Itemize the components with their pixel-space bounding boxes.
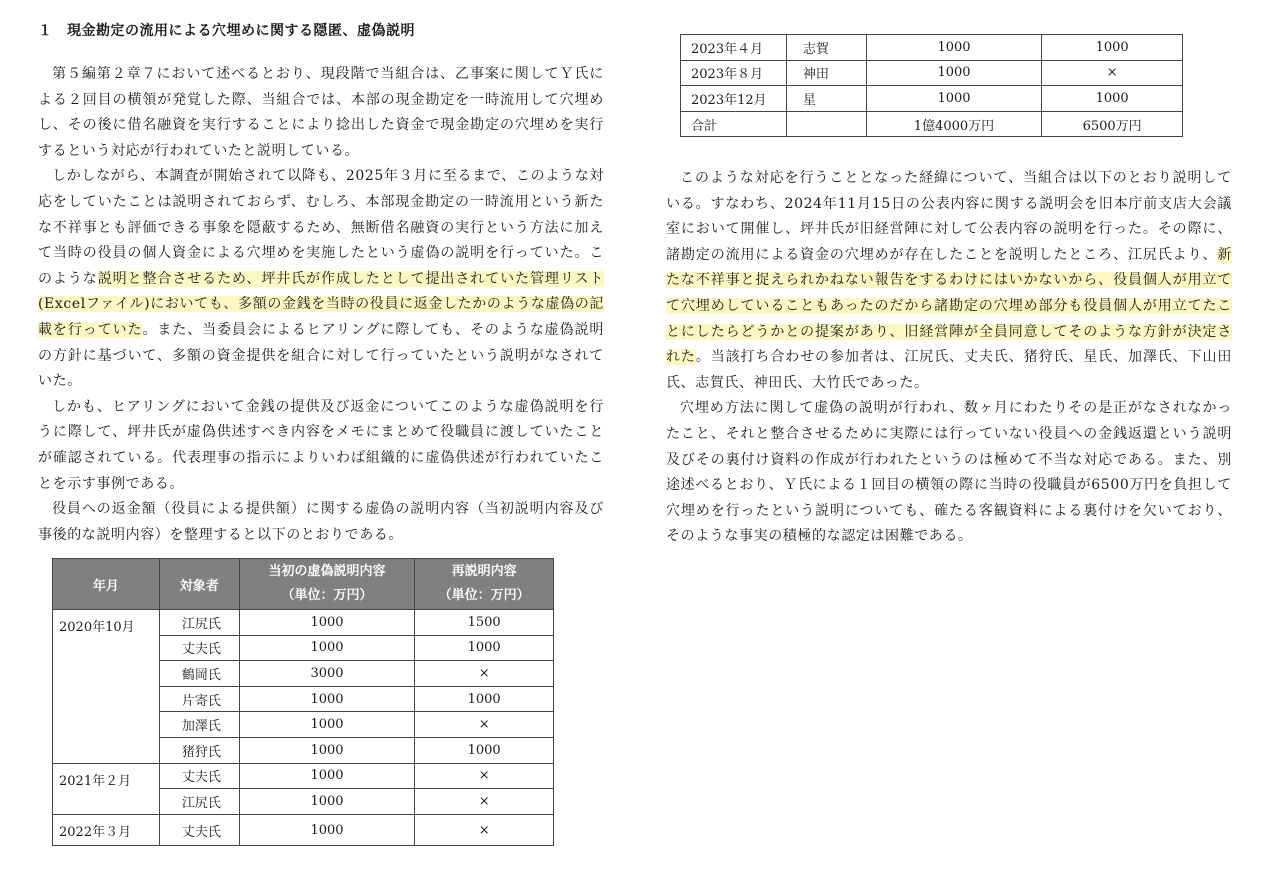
cell-total-label: 合計 [681, 111, 787, 137]
refund-table [52, 558, 554, 846]
cell-initial: 1000 [239, 789, 415, 815]
header-target: 対象者 [159, 559, 239, 610]
cell-initial: 1000 [866, 60, 1042, 86]
cell-initial: 1000 [239, 814, 415, 846]
left-body [38, 62, 604, 548]
cell-re: 1000 [1042, 35, 1183, 61]
cell-re: 1000 [415, 635, 554, 661]
header-re: 再説明内容 （単位：万円） [415, 559, 554, 610]
cell-total-empty [786, 111, 866, 137]
cell-initial: 3000 [239, 661, 415, 687]
table-row [53, 763, 554, 789]
paragraph-text: このような対応を行うこととなった経緯について、当組合は以下のとおり説明している。すなわち、2024年11月15日の公表内容に関する説明会を旧本庁前支店大会議室において開催し、坪井氏が旧経営陣に対して公表内容の説明を行った。その際に、諸勘定の流用による資金の穴埋めが存在したことを説明したところ、江尻氏より、 [666, 170, 1232, 263]
cell-initial: 1000 [239, 763, 415, 789]
cell-year-month: 2021年２月 [53, 763, 160, 814]
cell-initial: 1000 [239, 635, 415, 661]
cell-target: 丈夫氏 [159, 814, 239, 846]
cell-target: 志賀 [786, 35, 866, 61]
cell-target: 江尻氏 [159, 789, 239, 815]
cell-total-re: 6500万円 [1042, 111, 1183, 137]
total-row [681, 111, 1183, 137]
cell-target: 星 [786, 86, 866, 112]
cell-re: 1000 [415, 737, 554, 763]
refund-table-body [53, 610, 554, 846]
cell-re: × [415, 789, 554, 815]
cell-re: × [415, 712, 554, 738]
highlighted-text: 説明と整合させるため、坪井氏が作成したとして提出されていた管理リスト(Excelファイル)においても、多額の金銭を当時の役員に返金したかのような虚偽の記載を行っていた [38, 270, 604, 338]
table-header-row [53, 559, 554, 610]
cell-year-month: 2020年10月 [53, 610, 160, 764]
table-row [53, 814, 554, 846]
cell-initial: 1000 [239, 712, 415, 738]
refund-table-continued-body [681, 35, 1183, 137]
cell-re: 1500 [415, 610, 554, 636]
refund-table-continued [680, 34, 1183, 137]
paragraph-text: 役員への返金額（役員による提供額）に関する虚偽の説明内容（当初説明内容及び事後的な説明内容）を整理すると以下のとおりである。 [38, 501, 604, 543]
table-row [53, 610, 554, 636]
paragraph [38, 497, 604, 548]
cell-target: 江尻氏 [159, 610, 239, 636]
cell-initial: 1000 [239, 610, 415, 636]
cell-initial: 1000 [866, 86, 1042, 112]
cell-year-month: 2023年４月 [681, 35, 787, 61]
table-row [681, 86, 1183, 112]
cell-re: × [415, 814, 554, 846]
cell-total-initial: 1億4000万円 [866, 111, 1042, 137]
cell-initial: 1000 [866, 35, 1042, 61]
cell-target: 丈夫氏 [159, 763, 239, 789]
paragraph-text: 。また、当委員会によるヒアリングに際しても、そのような虚偽説明の方針に基づいて、多額の資金提供を組合に対して行っていたという説明がなされていた。 [38, 321, 604, 390]
paragraph [666, 396, 1232, 550]
cell-target: 丈夫氏 [159, 635, 239, 661]
cell-target: 鶴岡氏 [159, 661, 239, 687]
paragraph-text: 穴埋め方法に関して虚偽の説明が行われ、数ヶ月にわたりその是正がなされなかったこと、それと整合させるために実際には行っていない役員への金銭返還という説明及びその裏付け資料の作成が行われたというのは極めて不当な対応である。また、別途述べるとおり、Ｙ氏による１回目の横領の際に当時の役職員が6500万円を負担して穴埋めを行ったという説明についても、確たる客観資料による裏付けを欠いており、そのような事実の積極的な認定は困難である。 [666, 400, 1232, 545]
paragraph [38, 62, 604, 164]
cell-initial: 1000 [239, 737, 415, 763]
section-heading: １ 現金勘定の流用による穴埋めに関する隠匿、虚偽説明 [38, 23, 415, 39]
highlighted-text: 新たな不祥事と捉えられかねない報告をするわけにはいかないから、役員個人が用立てて穴埋めしていることもあったのだから諸勘定の穴埋め部分も役員個人が用立てたことにしたらどうかとの提案があり、旧経営陣が全員同意してそのような方針が決定された [666, 246, 1232, 366]
cell-year-month: 2022年３月 [53, 814, 160, 846]
cell-re: × [415, 661, 554, 687]
paragraph [38, 164, 604, 394]
paragraph [666, 166, 1232, 396]
cell-year-month: 2023年８月 [681, 60, 787, 86]
cell-target: 片寄氏 [159, 686, 239, 712]
table-row [681, 60, 1183, 86]
cell-re: 1000 [415, 686, 554, 712]
paragraph-text: しかしながら、本調査が開始されて以降も、2025年３月に至るまで、このような対応をしていたことは説明されておらず、むしろ、本部現金勘定の一時流用という新たな不祥事とも評価できる事象を隠蔽するため、無断借名融資の実行という方法に加えて当時の役員の個人資金による穴埋めを実施したという虚偽の説明を行っていた。このような [38, 168, 604, 287]
paragraph-text: しかも、ヒアリングにおいて金銭の提供及び返金についてこのような虚偽説明を行うに際して、坪井氏が虚偽供述すべき内容をメモにまとめて役職員に渡していたことが確認されている。代表理事の指示によりいわば組織的に虚偽供述が行われていたことを示す事例である。 [38, 398, 604, 492]
table-row [681, 35, 1183, 61]
paragraph [38, 395, 604, 497]
cell-target: 神田 [786, 60, 866, 86]
cell-year-month: 2023年12月 [681, 86, 787, 112]
cell-re: 1000 [1042, 86, 1183, 112]
cell-initial: 1000 [239, 686, 415, 712]
cell-target: 加澤氏 [159, 712, 239, 738]
paragraph-text: 第５編第２章７において述べるとおり、現段階で当組合は、乙事案に関してＹ氏による２回目の横領が発覚した際、当組合では、本部の現金勘定を一時流用して穴埋めし、その後に借名融資を実行することにより捻出した資金で現金勘定の穴埋めを実行するという対応が行われていたと説明している。 [38, 66, 604, 159]
header-initial: 当初の虚偽説明内容 （単位：万円） [239, 559, 415, 610]
cell-target: 猪狩氏 [159, 737, 239, 763]
cell-re: × [415, 763, 554, 789]
right-body [666, 166, 1232, 550]
cell-re: × [1042, 60, 1183, 86]
paragraph-text: 。当該打ち合わせの参加者は、江尻氏、丈夫氏、猪狩氏、星氏、加澤氏、下山田氏、志賀氏、神田氏、大竹氏であった。 [666, 349, 1232, 391]
header-year-month: 年月 [53, 559, 160, 610]
